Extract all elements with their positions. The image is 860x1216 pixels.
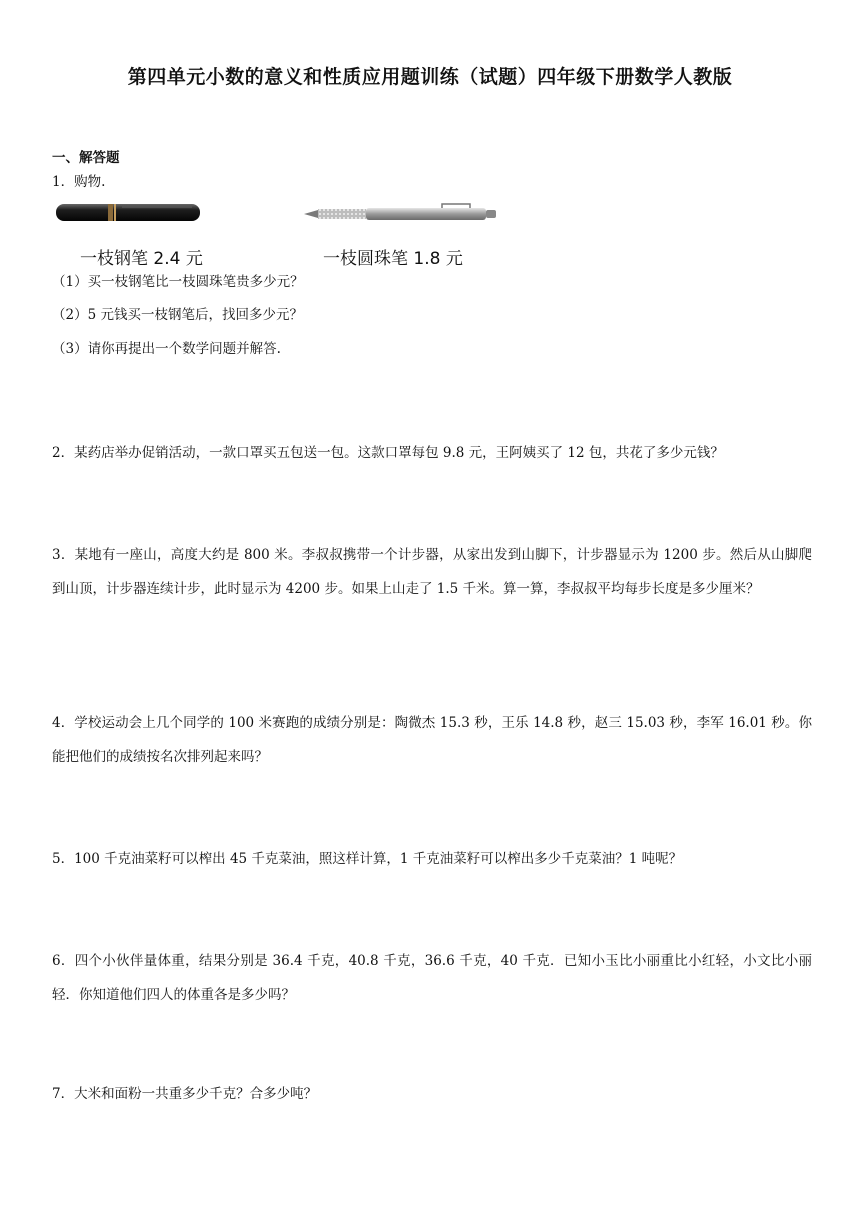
question-7: 7．大米和面粉一共重多少千克？合多少吨？ <box>52 1086 318 1102</box>
document-title: 第四单元小数的意义和性质应用题训练（试题）四年级下册数学人教版 <box>127 66 733 88</box>
question-5: 5．100 千克油菜籽可以榨出 45 千克菜油，照这样计算，1 千克油菜籽可以榨出多少千克菜油？1 吨呢？ <box>52 851 683 867</box>
question-1-stem: 1．购物. <box>52 174 106 190</box>
fountain-pen-caption: 一枝钢笔 2.4 元 <box>80 249 203 269</box>
ballpoint-pen-image <box>302 200 500 226</box>
question-1-sub-2: （2）5 元钱买一枝钢笔后，找回多少元？ <box>52 307 303 323</box>
section-heading: 一、解答题 <box>52 150 120 166</box>
ballpoint-pen-caption: 一枝圆珠笔 1.8 元 <box>323 249 463 269</box>
question-6: 6．四个小伙伴量体重，结果分别是 36.4 千克，40.8 千克，36.6 千克，40 千克．已知小玉比小丽重比小红轻，小文比小丽轻．你知道他们四人的体重各是多少吗？ <box>52 953 812 1003</box>
question-3: 3．某地有一座山，高度大约是 800 米。李叔叔携带一个计步器，从家出发到山脚下，计步器显示为 1200 步。然后从山脚爬到山顶，计步器连续计步，此时显示为 4200 步。如果上山走了 1.5 千米。算一算，李叔叔平均每步长度是多少厘米？ <box>52 547 812 597</box>
question-1-sub-3: （3）请你再提出一个数学问题并解答. <box>52 341 281 357</box>
question-1-sub-1: （1）买一枝钢笔比一枝圆珠笔贵多少元？ <box>52 274 304 290</box>
question-2: 2．某药店举办促销活动，一款口罩买五包送一包。这款口罩每包 9.8 元，王阿姨买了 12 包，共花了多少元钱？ <box>52 445 724 461</box>
question-4: 4．学校运动会上几个同学的 100 米赛跑的成绩分别是：陶微杰 15.3 秒，王乐 14.8 秒，赵三 15.03 秒，李军 16.01 秒。你能把他们的成绩按名次排列起来吗？ <box>52 715 812 765</box>
fountain-pen-image <box>52 200 204 226</box>
